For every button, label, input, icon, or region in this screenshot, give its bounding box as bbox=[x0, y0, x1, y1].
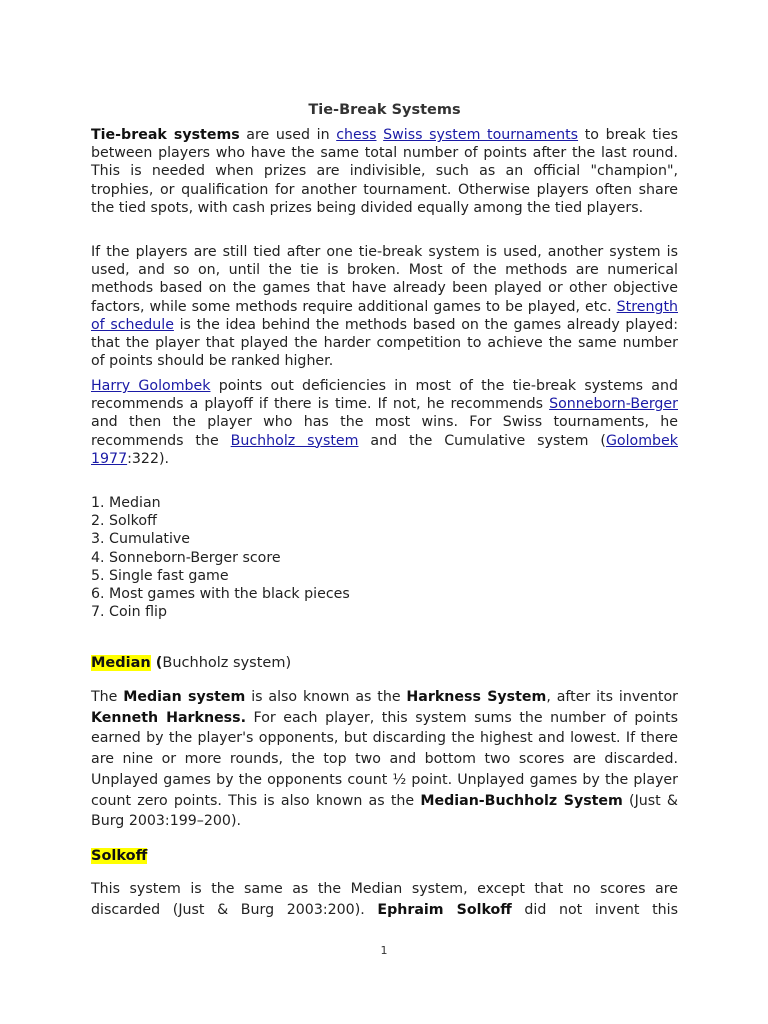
median-paragraph: The Median system is also known as the Harkness System, after its inventor Kenneth Harkness. For each player, this system sums the number of points earned by the player's opponents, but discarding the highest and lowest. If there are nine or more rounds, the top two and bottom two scores are discarded. Unplayed games by the opponents count ½ point. Unplayed games by the player count zero points. This is also known as the Median-Buchholz System (Just & Burg 2003:199–200). bbox=[91, 689, 679, 830]
swiss-system-link[interactable]: Swiss system tournaments bbox=[383, 127, 579, 143]
intro-paragraph: Tie-break systems are used in chess Swiss system tournaments to break ties between players who have the same total number of points after the last round. This is needed when prizes are indivisible, such as an official "champion", trophies, or qualification for another tournament. Otherwise players often share the tied spots, with cash prizes being divided equally among the tied players. bbox=[91, 127, 678, 216]
strength-of-schedule-link[interactable]: Strength of schedule bbox=[91, 298, 678, 333]
page-number: 1 bbox=[380, 944, 388, 957]
list-item: 1. Median bbox=[91, 495, 161, 511]
chess-link[interactable]: chess bbox=[336, 127, 377, 143]
methods-paragraph: If the players are still tied after one tie-break system is used, another system is used, and so on, until the tie is broken. Most of the methods are numerical methods based on the games that have already been played or other objective factors, while some methods require additional games to be played, etc. Strength of schedule is the idea behind the methods based on the games already played: that the player that played the harder competition to achieve the same number of points should be ranked higher. bbox=[91, 244, 678, 370]
median-heading-label: Median bbox=[91, 655, 151, 671]
solkoff-paragraph: This system is the same as the Median system, except that no scores are discarded (Just & Burg 2003:200). Ephraim Solkoff did not invent this bbox=[91, 881, 679, 918]
tie-break-term: Tie-break systems bbox=[91, 127, 240, 143]
sonneborn-berger-link[interactable]: Sonneborn-Berger bbox=[549, 396, 678, 413]
solkoff-heading bbox=[91, 846, 147, 866]
list-item: 5. Single fast game bbox=[91, 567, 229, 584]
buchholz-system-link[interactable]: Buchholz system bbox=[230, 432, 359, 449]
list-item: 6. Most games with the black pieces bbox=[91, 586, 350, 603]
median-heading: Median (Buchholz system) bbox=[91, 655, 292, 671]
list-item: 7. Coin flip bbox=[91, 604, 167, 621]
list-item: 3. Cumulative bbox=[91, 531, 191, 548]
list-item: 2. Solkoff bbox=[91, 513, 157, 530]
page-title: Tie-Break Systems bbox=[308, 102, 461, 118]
harry-golombek-link[interactable]: Harry Golombek bbox=[91, 378, 211, 394]
solkoff-heading-label: Solkoff bbox=[91, 848, 148, 864]
list-item: 4. Sonneborn-Berger score bbox=[91, 549, 281, 566]
golombek-paragraph: Harry Golombek points out deficiencies in most of the tie-break systems and recommends a playoff if there is time. If not, he recommends Sonneborn-Berger and then the player who has the most wins. For Swiss tournaments, he recommends the Buchholz system and the Cumulative system (Golombek 1977:322). bbox=[91, 378, 679, 467]
golombek-1977-link[interactable]: Golombek 1977 bbox=[91, 432, 679, 467]
tie-break-order-list bbox=[91, 494, 350, 621]
